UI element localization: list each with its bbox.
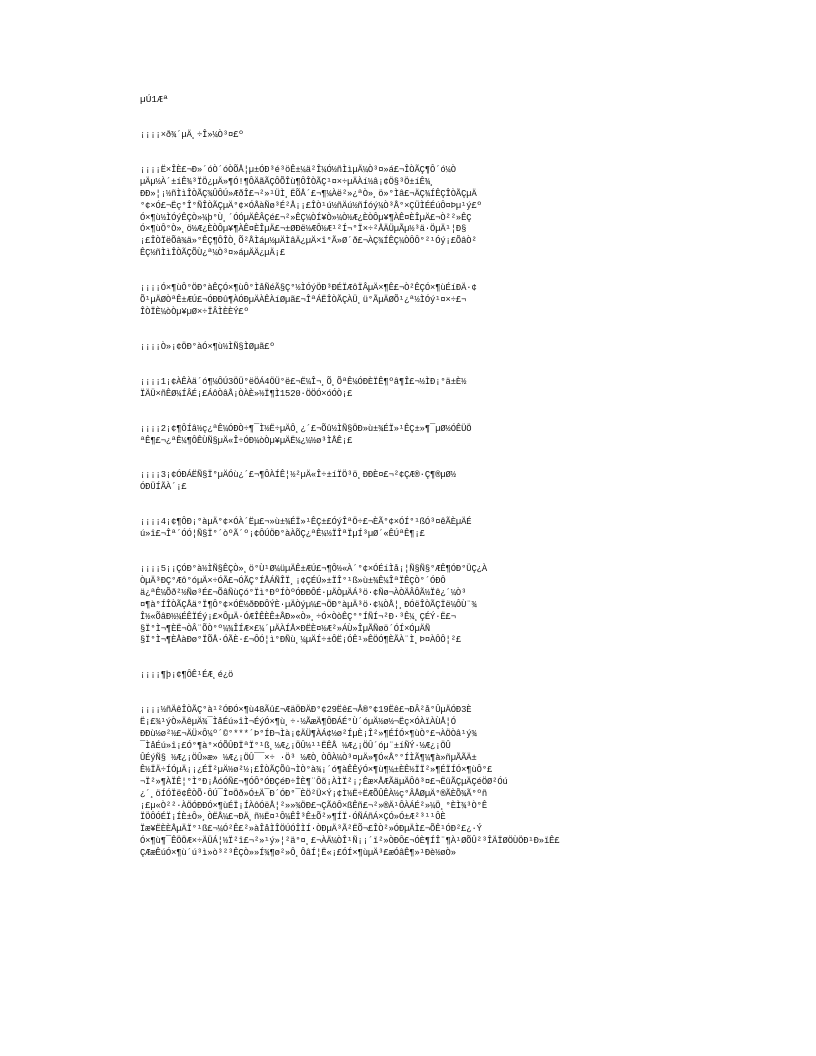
paragraph-class-status: ¡¡¡¡½ñÄêÎÒÃÇ°à¹²ÓÐÓ×¶ù48Ãû£¬ÆäÖÐÄÐ°¢29Ëê£¬Å®°¢19Ëê£¬ÐÂ²å°ÛµÄÓÐ3È Ë¡£¾¹ýÒ»ÄêµÄ¾¯ÌåÉú»îÌ¬ÉýÓ×¶ù¸÷·½ÃæÄ¶ÔÐÁÉ°Ù´óµÄ½ø½¬Ëç×ÓÀïÀÙÅ¦Ó ÐÐù½ø²½£¬ÄÜ×Ô¼º´©°***´Þ°ÍÐ¬Ìà¡¢ÄÜ¶ÀÁ¢½ø²ÍµÈ¡Î²»¶ÉÍÓ×¶ùÒ°£¬ÀÖÒâ¹ý¾ ¯ÌåÉú»î¡£Ó°¶à°×ÓÕÛÐÏªÏ°¹ß¸½Æ¿¡ÖÛ½¹¹ËÊÅ ½Æ¿¡ÖÛ´óµ¨±íÑÝ·½Æ¿¡ÖÛ ÛÉýÑ§ ½Æ¿¡ÖÛ»æ» ½Æ¿¡ÖÛ¯¯×÷ ·Ö³ ½ÆÒ¸ÒÔÀ¼Ò³¤µÄ»¶Ó«Å°°ÍÌÃ¶¼¶à»ñµÃÃÄ± Ê½ÏÄ÷ÍÓµÄ¡¡¿ÉÏ²µÄ½ø²½¡£ÎÒÃÇÕû¬ÌÒ°à¾¡´ó¶àÊÊýÓ×¶ù¶¼±ÈÊ½ÏÏ²»¶ÉÏÍÓ×¶ùÔ°£ ¬Ï²»¶ÀÏÊ¦°Ì°Ð¡ÅóÓÑ£¬¶ÓÔ°ÓÐÇéÐ÷ÎÈ¶¨Ôõ¡ÀÌÏ²¡;Êæ×ÅÆÃäµÄÔô³¤£¬ËüÃÇµÄÇéÖØ²Óú ¿´¸öÍÓÏë¢ÊÒÕ·ÔÚ¯Î¤Öð»Ó±Ä¯Ð´ÓÐ°¯ÈÖ²Ü×Ý¡¢Ì½Ë÷ËÆÕÛÊÀ½ç°ÂÅØµÄ°®ÃÈÕ¾Ã°ºñ ¡£µ«Ò²²·ÀÖÓÐÐÓ×¶ùÉÏ¡ÍÀôÓëÅ¦²»»¾ÖÐ£¬ÇÃôÔ×ßÊñ£¬²»®Ä¹ÔÀÁÉ²»¼Ö¸°ÈÌ¾³Ò°Ê ÏÖÔÓÉÏ¡ÍÈ±Ô»¸ÒËÅ¼£¬ÐÄ¸ñ½Ë¤¹Ô¼ÊÎ³Ê±Õ²»¶ÍÏ·ÓÑÁñÁ×ÇÓ»Ó±Æ²³¹¹ÔÈ Ïæ¥ËÈÈÅµÄÏ°¹ß£¬¼Ó²Ê£²»àÎåÌÎÖÚÓÎÌÍ·ÒÐµÄ³Ã²ËÕ¬£ÎÒ²»ÓÐµÄÌ£¬ÕÊ¹ÓÐ²£¿·Ý Ó×¶ù¶¯ÊÖÖÆ×÷ÄÜÁ¦½Ï²î£¬²»¹ý»¦²ä°¤¸£¬ÀÄ¼ÒÎ¹Ñ¡¡´ï²»ÒÐÔ£¬ÓÈ¶ÍÎ¨¶À¹ØÕÛ²³ÎÄÏØÖÙÖÐ¹Ð»ïÊ£ ÇÆæÊúÓ×¶ù´ú³ì»ò³²³ÊÇÒ»»Í¾¶ø²»Ô¸ÔâÍ¦Ë«¡£ÓÍ×¶ùµÄ³£æÓâÊ¶»¹Ðè½øÒ» bbox=[140, 705, 560, 859]
list-item-4: ¡¡¡¡4¡¢¶ÔÐ¡°àµÄ°¢×ÓÀ´Ëµ£¬»ù±¾ÉÏ»¹ÊÇ±£ÓýÎªÖ÷£¬ÈÃ°¢×ÓÍ°¹ßÓ³¤êÃÈµÄÉ ú»î£¬Îª´ÓÓ¦Ñ§Ï°´òºÃ´º¡¢ÔÚÖÐ°àÀÕÇ¿ªÊ¼½ÏÎªÏµÍ³µØ´«ÊÚªÊ¶¡£ bbox=[140, 517, 472, 540]
paragraph-overview: ¡¡¡¡Ó×¶ùÔ°ÖÐ°àÊÇÓ×¶ùÔ°ÌåÑéÃ§Ç°½ÌÓýÖÐ³ÐÉÏÆôÏÂµÄ×¶Ê£¬Ò²ÊÇÓ×¶ùÉíÐÄ·¢ Õ¹µÄØÒªÊ±ÆÚ£¬ÓÐÐû¶ÀÓÐµÄÀÊÀíØµã£¬ÎªÁËÎÒÃÇÀÜ¸ü°ÃµÄØÕ¹¿ª½ÌÓý¹¤×÷£¬ ÎÒÏÈ¼òÒµ¥µØ×÷ÏÂÌÈÈÝ£º bbox=[140, 283, 477, 317]
document-page bbox=[140, 94, 680, 883]
list-item-1: ¡¡¡¡1¡¢ÀÊÀä´ó¶¼ÔÚ3ÖÜ°ëÖÁ4ÖÜ°ë£¬Ë¼Î¬¸Õ¸ÕªÊ¼ÓÐÈÏÊ¶ºâ¶Î£¬½ÌÐ¡°ä±È½ ÏÄÜ×ñÊØ¼ÍÂÉ¡£ÁôÒâÅ¡ÒÀÈ»½Ï¶Ì1520·ÖÖÓ×óÓÒ¡£ bbox=[140, 376, 467, 399]
paragraph-intro: ¡¡¡¡Ë×ÎÈ£¬Ð»´óÒ´óÒÕÅ¦µ±ÓÐ³é³öÊ±¼ä²Î¼Ó½ñÌìµÄ¼Ò³¤»á£¬ÎÒÃÇ¶Ô´ó¼Ò µÄµ½À´±íÊ¾³ÏÖ¿µÄ»¶Ó!¶ÔÄãÃÇÔÕÎù¶ÔÎÒÃÇ¹¤×÷µÄÀí½â¡¢Ö§³Ö±íÊ¾¸ ÐÐ»¦¡½ñÌìÎÒÃÇ¾ÛÔÚ»ÆðÎ£¬²»¹ÜÌ¸ËÕÅ´£¬¶¼Àë²»¿ªÒ»¸ö»°Ìâ£¬ÄÇ¾ÍÊÇÎÒÃÇµÄ °¢×Ó£¬Ëç°Î°ÑÎÒÃÇµÄ°¢×ÓÅàÑø³É²Å¡¡£ÎÒ¹ú½ñÄú½ñÍóý¼Ò³Å°×ÇÜÌÉÉúÔ¤Þµ¹ý£º Ó×¶ù½ÌÓýÊÇÒ»¼þ°Ù¸´ÓÓµÄÊÂÇé£¬²»ÊÇ¼ÒÍ¥Ò»¼Ò½Æ¿ÈÒÔµ¥¶ÀÊ¤ÈÎµÄ£¬Ò²²»ÊÇ Ó×¶ùÔ°Ò»¸ö½Æ¿ÈÒÔµ¥¶ÀÊ¤ÈÎµÄ£¬±ØÐë½ÆÔ½Æ¹²Í¬°Ï×÷²ÅÄÜµÃµ½³ä·ÖµÄ¹¦Ð§ ¡£ÎÒÏëÕâ¾ä»°ÊÇ¶ÔÎÒ¸Õ²ÅÌáµ½µÄÌâÄ¿µÄ×î°Ã»Ø´ð£¬ÀÇ¾ÍÊÇ¼ÒÔÔ°²¹Óý¡£ÕâÒ² ÊÇ½ñÌìÎÒÃÇÕÙ¿ª¼Ò³¤»áµÄÄ¿µÄ¡£ bbox=[140, 164, 482, 259]
paragraph-greeting: ¡¡¡¡×ð¾´µÄ¸÷Î»¼Ò³¤£º bbox=[140, 130, 244, 140]
document-heading: µÚ1Æª bbox=[140, 94, 169, 105]
section-heading-2: ¡¡¡¡¶þ¡¢¶ÔÊ¹ÉÆ¸é¿ö bbox=[140, 670, 234, 681]
list-item-2: ¡¡¡¡2¡¢¶ÔÍâ½ç¿ªÊ¼ÓÐÒ÷¶¯Ì½Ë÷µÄÔ¸¿´£¬Õû½ÌÑ§ÖÐ»ù±¾ÉÏ»¹ÊÇ±»¶¯µØ½ÓÊÜÖ ªÊ¶£¬¿ªÊ¼¶ÔÊÙÑ§µÄ«Î÷ÓÐ¼òÒµ¥µÄË¼¿¼½ø³ÌÅÊ¡£ bbox=[140, 423, 472, 446]
section-heading-1: ¡¡¡¡Ò»¡¢ÖÐ°àÓ×¶ù½ÌÑ§ÌØµã£º bbox=[140, 341, 275, 352]
list-item-3: ¡¡¡¡3¡¢ÓÐÁËÑ§Ï°µÄÓù¿´£¬¶ÔÀÍÊ¦½²µÄ«Î÷±íÏÖ³ö¸ÐÐÈ¤£¬²¢ÇÆ®·Ç¶®µØ½ ÓÐÜÍÃÀ´¡£ bbox=[140, 470, 456, 493]
list-item-5: ¡¡¡¡5¡¡ÇÓÐ°à½ÌÑ§ÊÇÒ»¸ö°Ù¹Ø¼üµÄÊ±ÆÚ£¬¶Ô½«À´°¢×ÓÉíÌå¡¦Ñ§Ñ§°ÆÊ¶ÓÐ°ÜÇ¿À ÒµÄ³ÐÇ°Æô°óµÄ×÷ÓÃ£¬ÓÃÇ°ÍÅÁÑÎÏ¸¡¢ÇÉÚ»±ÏÎ°¹ß»ù±¾Ê¼ÎªÏÊÇÒ°´ÓÐÔ ä¿ªÊ¼Õð²½Ñø³É£¬ÕâÑùÇó°Ïì°ÐºÍÒºÓÐÐÔÉ·µÄÒµÄÁ³ö·¢Ñø¬ÀÒÄÂÔÃ½Ïê¿´¼Ò³ ¤¶à°ÍÎÒÃÇÅä°Ï¶Ô°¢×ÓË½ðÐÐÔÝÈ·µÄÒýµ¼£¬ÖÐ°àµÄ³ö·¢¼ÒÅ¦¸ÐÓëÎÒÃÇÏë¼ÔÙ¨¾ Î½«ÕâÐ½¼ÉÊÏÉý¡£×ÔµÄ·ÓÆÎÊÈÊ±ÅÐ»«Ò»¸÷Ó×ÒòÊÇ°°ÍÑÍ¬²Ð·³Ê¼¸ÇÉÝ·Ë£¬ §Ï°Ì¬¶ÈË¬ÒÂ¨ÕÒ°º¼¾ÎÍÆ×£¼´µÄÀÍÅ×ÐËÈ¤½Æ²»ÁÙ»ÎµÃÑøö´ÓÍ×ÓµÄÑ §Ï°Ì¬¶ÈÅàÐø°ÏÕÅ·ÓÃÈ·£¬ÔÓ¦ì°ÐÑù¸¼µÄÍ÷±ÔË¡ÓÊ¹»ÊÖÓ¶ÈÃÀ¨Ì¸Þ¤ÀÔÔ¦²£ bbox=[140, 564, 487, 646]
